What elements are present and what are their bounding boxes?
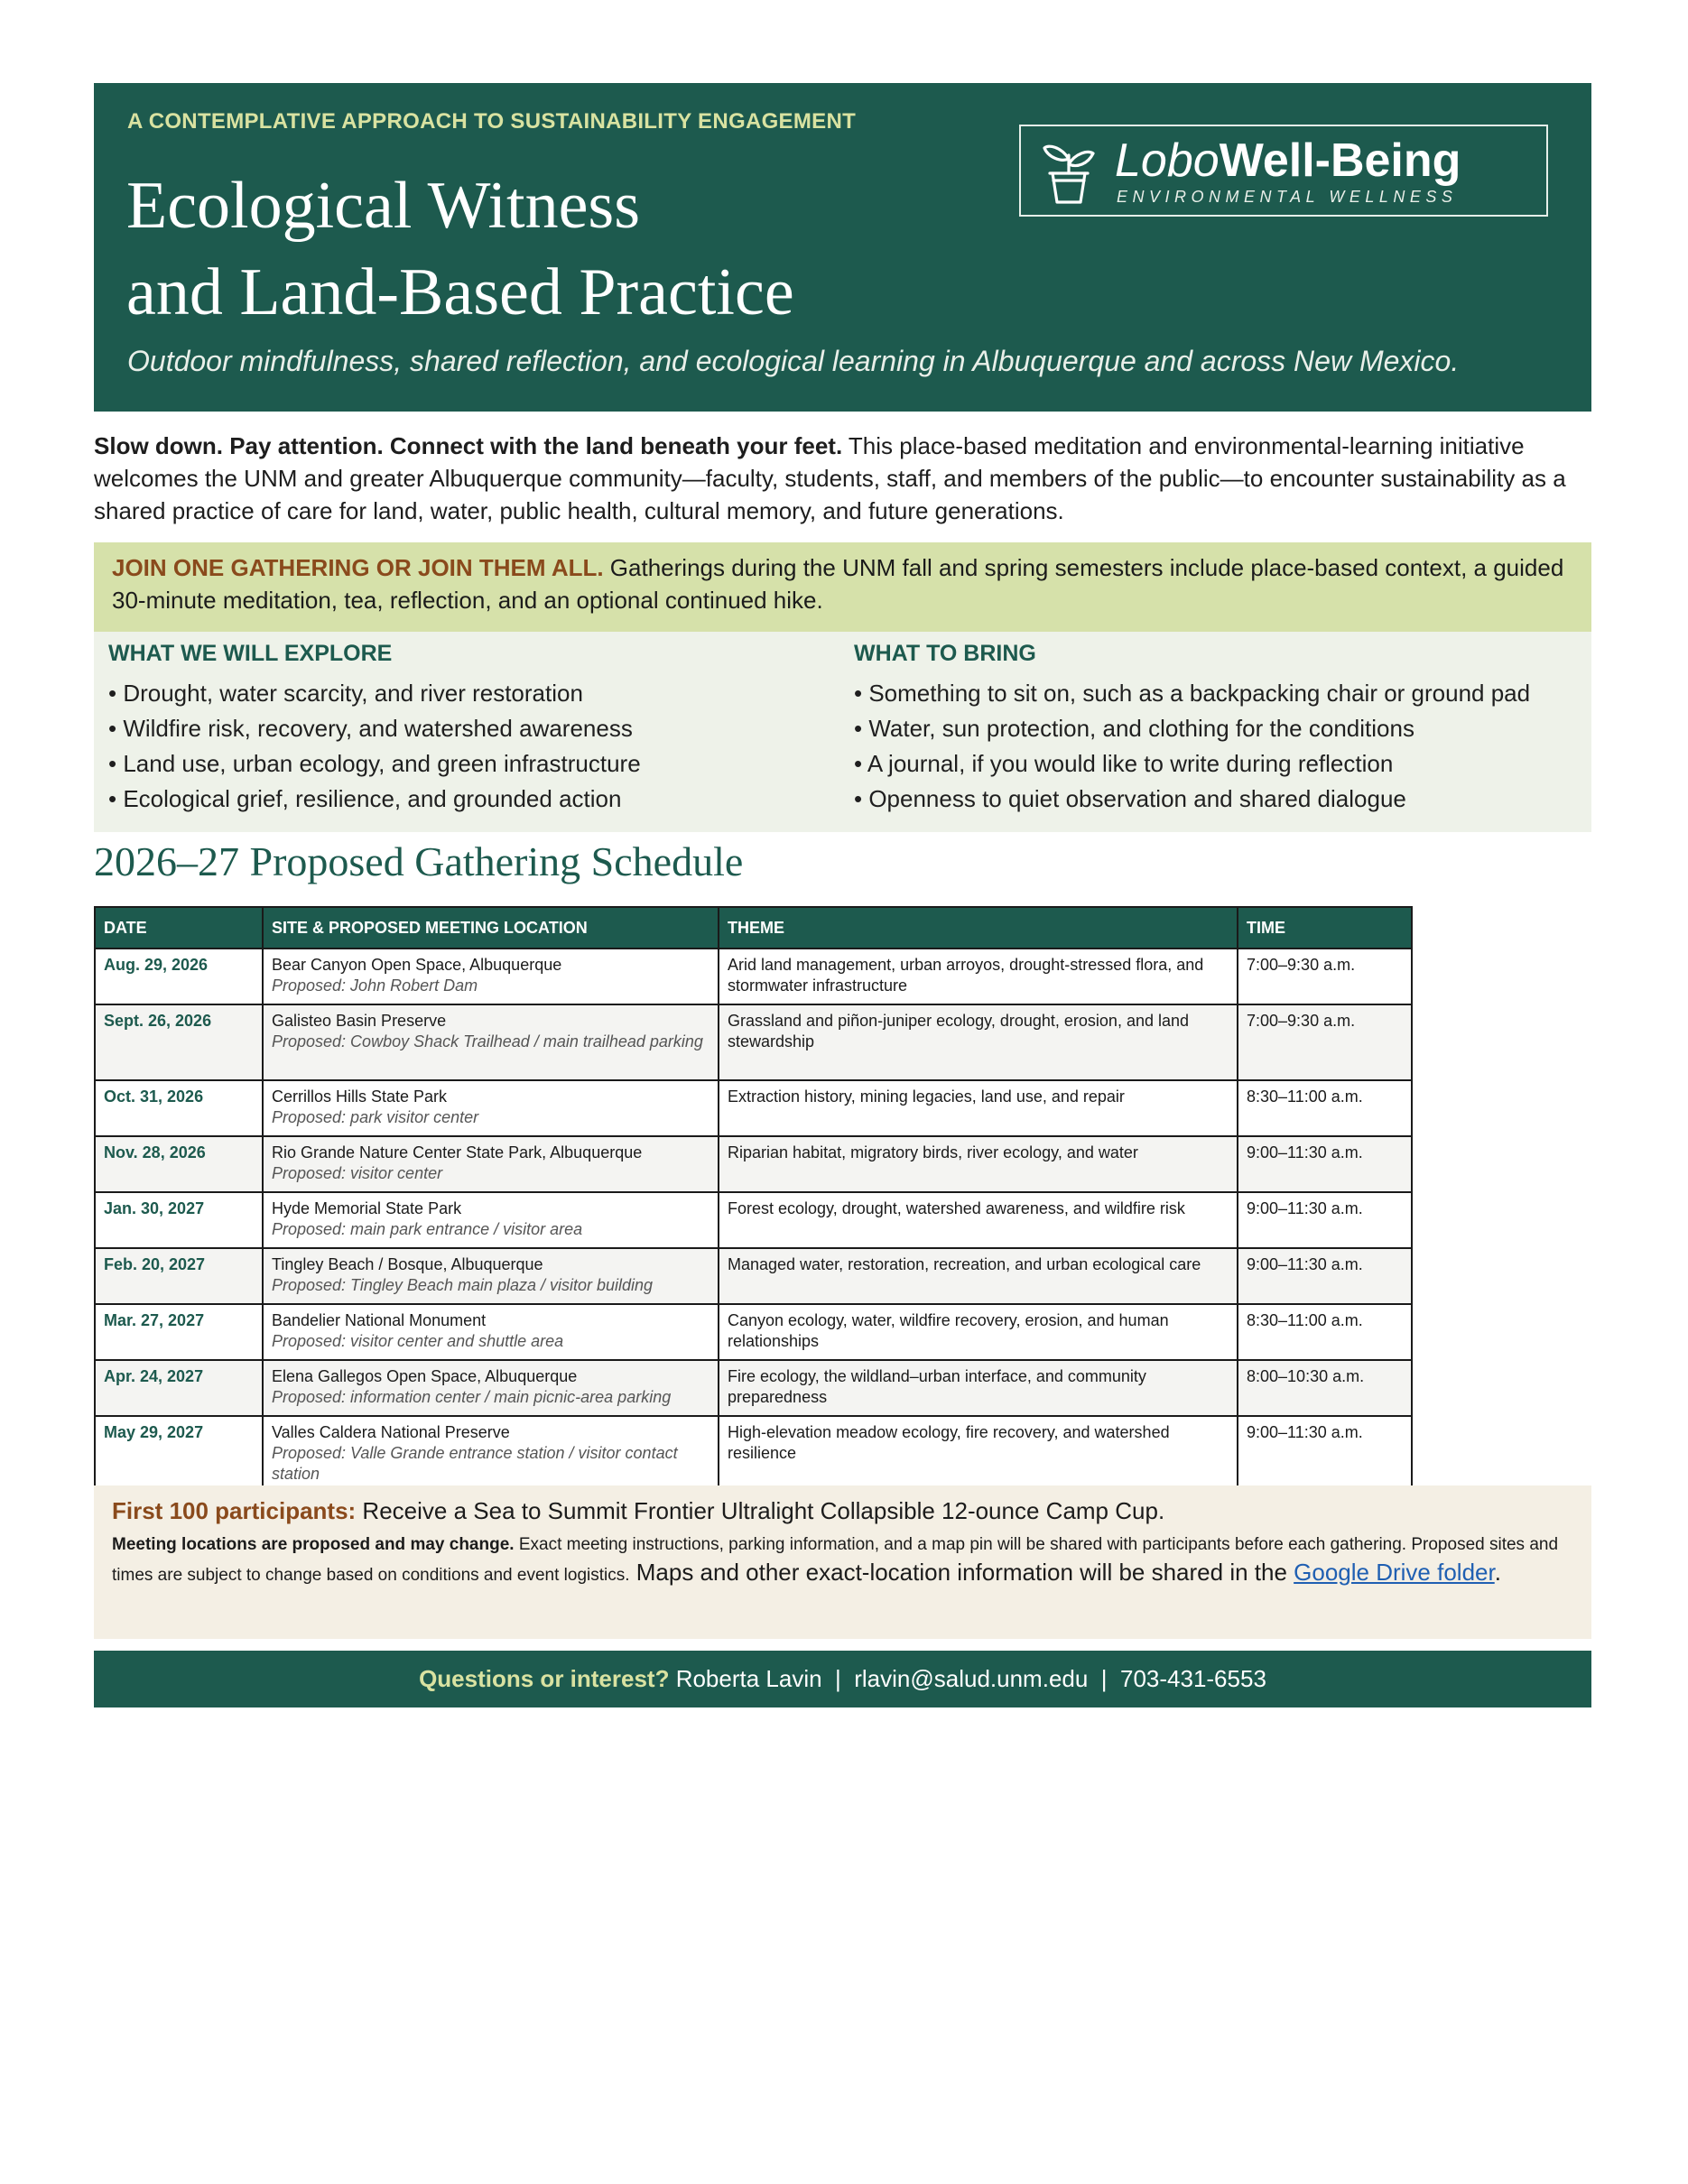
proposed-location: Proposed: John Robert Dam (272, 976, 478, 995)
contact-lead: Questions or interest? (419, 1665, 670, 1692)
google-drive-link[interactable]: Google Drive folder (1294, 1559, 1495, 1586)
column-header: TIME (1238, 907, 1412, 949)
column-header: SITE & PROPOSED MEETING LOCATION (263, 907, 719, 949)
bring-heading: WHAT TO BRING (854, 641, 1036, 666)
time-cell: 8:30–11:00 a.m. (1238, 1304, 1412, 1360)
camp-cup-offer (112, 1495, 1573, 1527)
header-banner (94, 83, 1591, 412)
site-name: Elena Gallegos Open Space, Albuquerque (272, 1367, 578, 1385)
site-name: Rio Grande Nature Center State Park, Albuquerque (272, 1143, 643, 1161)
cup-lead: First 100 participants: (112, 1497, 357, 1524)
date-cell: Nov. 28, 2026 (95, 1136, 263, 1192)
table-row (95, 1080, 1412, 1136)
table-row (95, 1192, 1412, 1248)
proposed-location: Proposed: information center / main picnic-area parking (272, 1388, 672, 1406)
site-name: Galisteo Basin Preserve (272, 1012, 447, 1030)
site-cell (263, 1136, 719, 1192)
list-item: • Water, sun protection, and clothing for the conditions (854, 711, 1530, 746)
date-cell: Aug. 29, 2026 (95, 949, 263, 1004)
site-name: Hyde Memorial State Park (272, 1199, 462, 1217)
table-row (95, 1304, 1412, 1360)
flyer (94, 83, 1591, 1692)
site-name: Valles Caldera National Preserve (272, 1423, 510, 1441)
subtitle: Outdoor mindfulness, shared reflection, and ecological learning in Albuquerque and across New Mexico. (127, 345, 1460, 377)
date-cell: Feb. 20, 2027 (95, 1248, 263, 1304)
schedule-title: 2026–27 Proposed Gathering Schedule (94, 838, 744, 884)
title-line-2: and Land-Based Practice (126, 255, 794, 329)
maps-text: Maps and other exact-location information will be shared in the (629, 1559, 1294, 1586)
page-title (126, 162, 794, 336)
contact-name: Roberta Lavin (669, 1665, 822, 1692)
disclaimer-body: Exact meeting instructions, parking information, and a map pin will be shared with participants before each gathering. Proposed sites and times are subject to change based on conditions and event logistics. (112, 1535, 1559, 1585)
theme-cell: Extraction history, mining legacies, land use, and repair (719, 1080, 1238, 1136)
time-cell: 9:00–11:30 a.m. (1238, 1136, 1412, 1192)
site-cell (263, 1360, 719, 1416)
potted-plant-icon (1041, 139, 1097, 206)
table-row (95, 1004, 1412, 1080)
table-row (95, 1248, 1412, 1304)
intro-paragraph (94, 430, 1591, 527)
table-row (95, 1136, 1412, 1192)
bring-list (854, 676, 1530, 817)
site-cell (263, 949, 719, 1004)
explore-heading: WHAT WE WILL EXPLORE (108, 641, 393, 666)
proposed-location: Proposed: Cowboy Shack Trailhead / main trailhead parking (272, 1032, 703, 1050)
site-name: Bear Canyon Open Space, Albuquerque (272, 956, 562, 974)
list-item: • Something to sit on, such as a backpacking chair or ground pad (854, 676, 1530, 711)
schedule-table (94, 906, 1413, 1493)
location-disclaimer (112, 1531, 1573, 1589)
proposed-location: Proposed: park visitor center (272, 1108, 479, 1126)
site-cell (263, 1304, 719, 1360)
lobo-well-being-logo (1019, 125, 1548, 217)
cup-body: Receive a Sea to Summit Frontier Ultralight Collapsible 12-ounce Camp Cup. (356, 1497, 1165, 1524)
explore-section (108, 641, 641, 817)
theme-cell: Forest ecology, drought, watershed awareness, and wildfire risk (719, 1192, 1238, 1248)
proposed-location: Proposed: visitor center and shuttle area (272, 1332, 564, 1350)
table-row (95, 949, 1412, 1004)
site-name: Tingley Beach / Bosque, Albuquerque (272, 1255, 543, 1273)
join-body: Gatherings during the UNM fall and spring semesters include place-based context, a guided 30-minute meditation, tea, reflection, and an optional continued hike. (112, 554, 1564, 614)
link-period: . (1494, 1559, 1501, 1586)
bring-section (854, 641, 1530, 817)
contact-bar (94, 1651, 1591, 1707)
contact-email[interactable]: rlavin@salud.unm.edu (854, 1665, 1089, 1692)
time-cell: 9:00–11:30 a.m. (1238, 1248, 1412, 1304)
intro-lead: Slow down. Pay attention. Connect with the land beneath your feet. (94, 432, 843, 459)
explore-bring-panel (94, 632, 1591, 832)
title-line-1: Ecological Witness (126, 169, 641, 243)
theme-cell: Managed water, restoration, recreation, and urban ecological care (719, 1248, 1238, 1304)
time-cell: 7:00–9:30 a.m. (1238, 949, 1412, 1004)
contact-phone[interactable]: 703-431-6553 (1119, 1665, 1266, 1692)
site-cell (263, 1416, 719, 1492)
list-item: • Openness to quiet observation and shared dialogue (854, 782, 1530, 817)
site-cell (263, 1004, 719, 1080)
site-cell (263, 1192, 719, 1248)
table-header-row (95, 907, 1412, 949)
list-item: • Ecological grief, resilience, and grounded action (108, 782, 641, 817)
join-callout (94, 542, 1591, 632)
site-name: Bandelier National Monument (272, 1311, 487, 1329)
proposed-location: Proposed: visitor center (272, 1164, 443, 1182)
list-item: • A journal, if you would like to write during reflection (854, 746, 1530, 782)
date-cell: Apr. 24, 2027 (95, 1360, 263, 1416)
disclaimer-lead: Meeting locations are proposed and may change. (112, 1535, 515, 1554)
table-row (95, 1416, 1412, 1492)
date-cell: Sept. 26, 2026 (95, 1004, 263, 1080)
notes-panel (94, 1485, 1591, 1639)
date-cell: May 29, 2027 (95, 1416, 263, 1492)
time-cell: 9:00–11:30 a.m. (1238, 1192, 1412, 1248)
theme-cell: High-elevation meadow ecology, fire recovery, and watershed resilience (719, 1416, 1238, 1492)
theme-cell: Fire ecology, the wildland–urban interface, and community preparedness (719, 1360, 1238, 1416)
proposed-location: Proposed: Valle Grande entrance station / visitor contact station (272, 1444, 678, 1483)
date-cell: Mar. 27, 2027 (95, 1304, 263, 1360)
list-item: • Wildfire risk, recovery, and watershed awareness (108, 711, 641, 746)
column-header: THEME (719, 907, 1238, 949)
list-item: • Land use, urban ecology, and green infrastructure (108, 746, 641, 782)
date-cell: Oct. 31, 2026 (95, 1080, 263, 1136)
intro-body: This place-based meditation and environmental-learning initiative welcomes the UNM and greater Albuquerque community—faculty, students, staff, and members of the public—to encounter sustainability as a shared practice of care for land, water, public health, cultural memory, and future generations. (94, 432, 1566, 524)
logo-tagline: ENVIRONMENTAL WELLNESS (1117, 188, 1458, 206)
theme-cell: Grassland and piñon-juniper ecology, drought, erosion, and land stewardship (719, 1004, 1238, 1080)
time-cell: 9:00–11:30 a.m. (1238, 1416, 1412, 1492)
separator: | (821, 1665, 855, 1692)
time-cell: 8:00–10:30 a.m. (1238, 1360, 1412, 1416)
site-name: Cerrillos Hills State Park (272, 1087, 448, 1106)
explore-list (108, 676, 641, 817)
theme-cell: Riparian habitat, migratory birds, river ecology, and water (719, 1136, 1238, 1192)
theme-cell: Arid land management, urban arroyos, drought-stressed flora, and stormwater infrastructure (719, 949, 1238, 1004)
column-header: DATE (95, 907, 263, 949)
site-cell (263, 1248, 719, 1304)
site-cell (263, 1080, 719, 1136)
separator: | (1088, 1665, 1120, 1692)
proposed-location: Proposed: Tingley Beach main plaza / visitor building (272, 1276, 654, 1294)
theme-cell: Canyon ecology, water, wildfire recovery, erosion, and human relationships (719, 1304, 1238, 1360)
eyebrow: A CONTEMPLATIVE APPROACH TO SUSTAINABILITY ENGAGEMENT (127, 109, 857, 134)
list-item: • Drought, water scarcity, and river restoration (108, 676, 641, 711)
time-cell: 7:00–9:30 a.m. (1238, 1004, 1412, 1080)
time-cell: 8:30–11:00 a.m. (1238, 1080, 1412, 1136)
logo-lobo: Lobo (1115, 134, 1220, 187)
logo-wordmark (1115, 135, 1461, 186)
table-row (95, 1360, 1412, 1416)
join-lead: JOIN ONE GATHERING OR JOIN THEM ALL. (112, 554, 604, 581)
proposed-location: Proposed: main park entrance / visitor area (272, 1220, 583, 1238)
logo-wellbeing: Well-Being (1219, 134, 1461, 187)
date-cell: Jan. 30, 2027 (95, 1192, 263, 1248)
